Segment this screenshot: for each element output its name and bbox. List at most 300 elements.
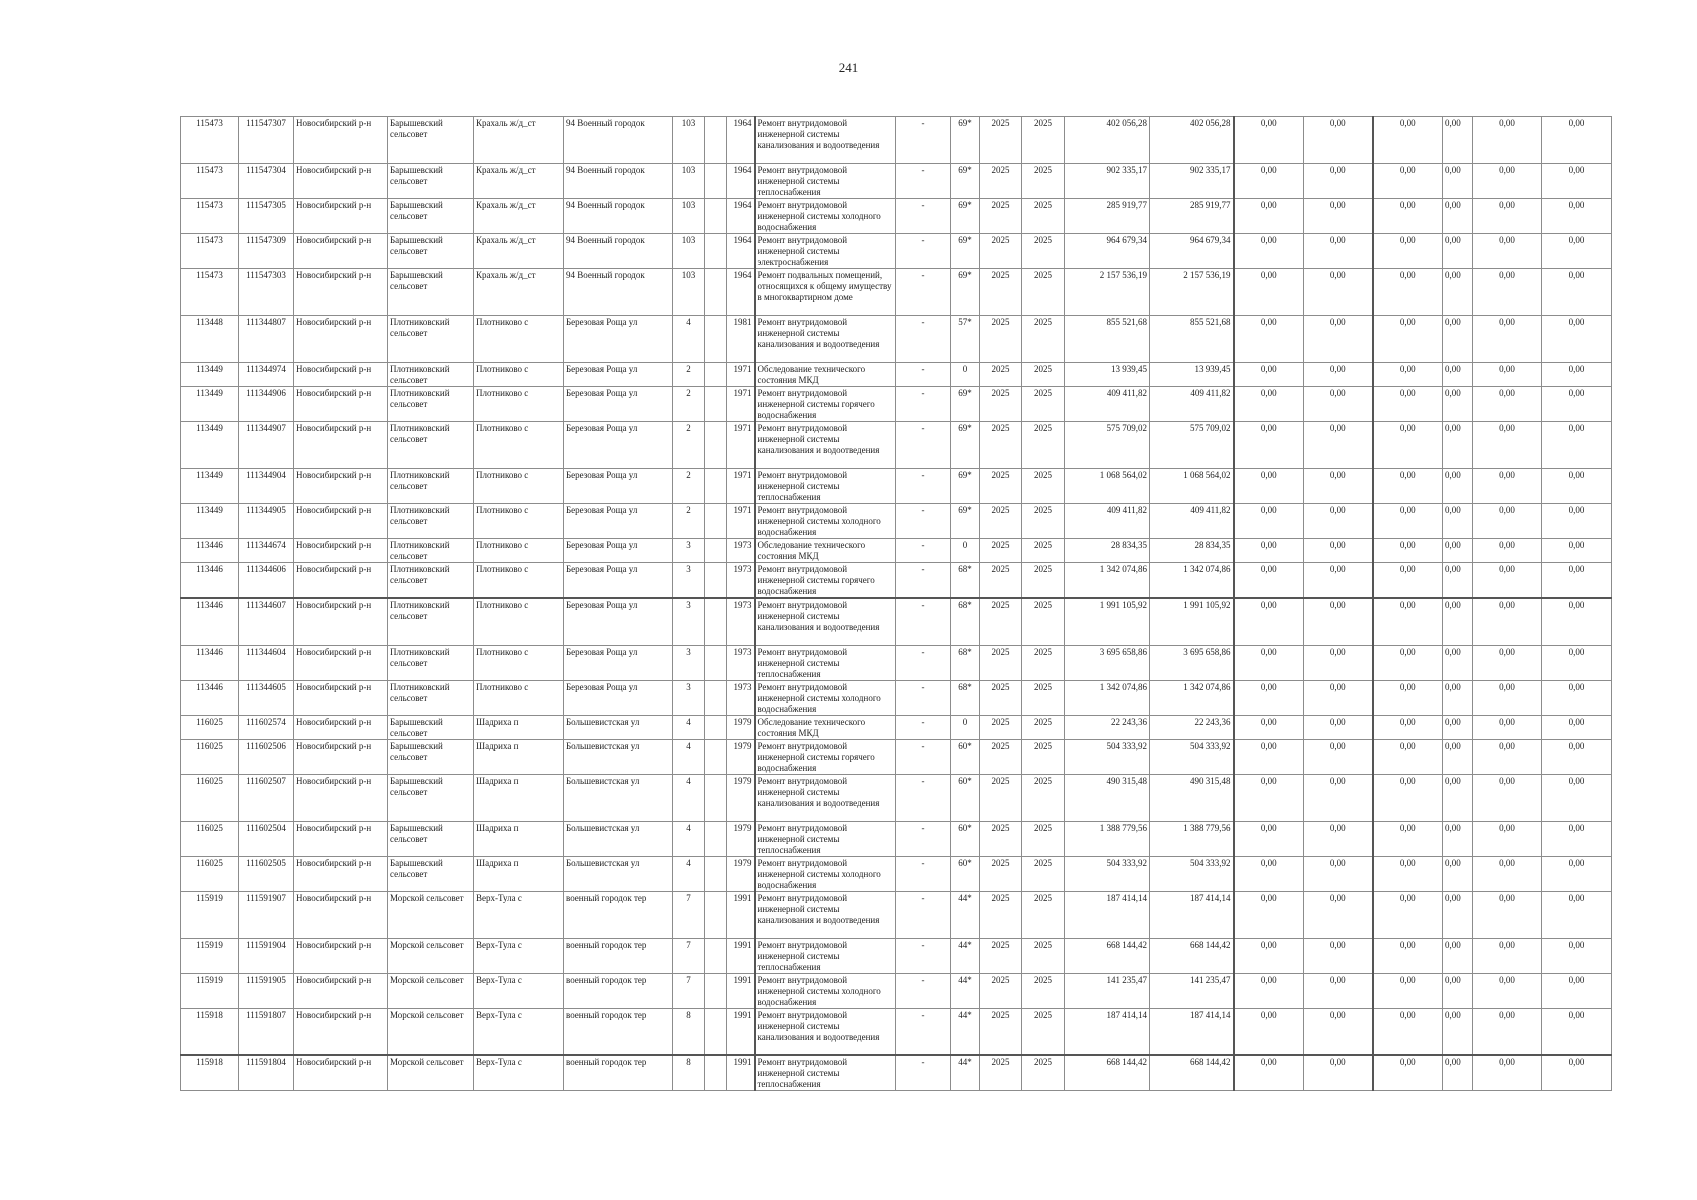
- cell-wear: 44*: [951, 1008, 980, 1055]
- cell-total-cost: 409 411,82: [1065, 387, 1150, 422]
- cell-settlement: Морской сельсовет: [388, 891, 474, 938]
- cell-other-funds: 0,00: [1473, 199, 1542, 234]
- cell-local-funds: 0,00: [1373, 821, 1443, 856]
- cell-federal-funds: 0,00: [1234, 739, 1304, 774]
- cell-regional-funds: 0,00: [1304, 973, 1373, 1008]
- cell-local-funds: 0,00: [1373, 739, 1443, 774]
- cell-unit: -: [896, 598, 951, 645]
- cell-plan-end: 2025: [1022, 598, 1065, 645]
- cell-work-type: Ремонт подвальных помещений, относящихся к общему имуществу в многоквартирном доме: [755, 269, 896, 316]
- cell-owner-share: 0,00: [1443, 891, 1473, 938]
- cell-wear: 68*: [951, 645, 980, 680]
- cell-building: [705, 387, 727, 422]
- cell-other-funds: 0,00: [1473, 715, 1542, 739]
- cell-unit: -: [896, 199, 951, 234]
- cell-owner-share: 0,00: [1443, 269, 1473, 316]
- cell-federal-funds: 0,00: [1234, 680, 1304, 715]
- cell-reserve-funds: 0,00: [1542, 316, 1612, 363]
- cell-fund-cost: 13 939,45: [1150, 363, 1234, 387]
- cell-street: Большевистская ул: [564, 821, 673, 856]
- cell-unit: -: [896, 504, 951, 539]
- cell-other-funds: 0,00: [1473, 598, 1542, 645]
- cell-plan-end: 2025: [1022, 973, 1065, 1008]
- cell-building: [705, 645, 727, 680]
- cell-plan-end: 2025: [1022, 891, 1065, 938]
- cell-regional-funds: 0,00: [1304, 821, 1373, 856]
- table-row: [181, 821, 1612, 856]
- cell-local-funds: 0,00: [1373, 234, 1443, 269]
- cell-owner-share: 0,00: [1443, 739, 1473, 774]
- cell-work-id: 111344807: [239, 316, 294, 363]
- cell-total-cost: 187 414,14: [1065, 1008, 1150, 1055]
- cell-work-id: 111344904: [239, 469, 294, 504]
- cell-federal-funds: 0,00: [1234, 856, 1304, 891]
- cell-work-type: Ремонт внутридомовой инженерной системы холодного водоснабжения: [755, 504, 896, 539]
- cell-house-id: 113448: [181, 316, 239, 363]
- cell-plan-end: 2025: [1022, 422, 1065, 469]
- cell-house-id: 113449: [181, 387, 239, 422]
- cell-owner-share: 0,00: [1443, 422, 1473, 469]
- cell-build-year: 1971: [727, 504, 755, 539]
- cell-district: Новосибирский р-н: [294, 469, 388, 504]
- cell-federal-funds: 0,00: [1234, 715, 1304, 739]
- cell-plan-end: 2025: [1022, 469, 1065, 504]
- cell-regional-funds: 0,00: [1304, 539, 1373, 563]
- cell-regional-funds: 0,00: [1304, 387, 1373, 422]
- cell-fund-cost: 902 335,17: [1150, 164, 1234, 199]
- cell-settlement: Барышевский сельсовет: [388, 269, 474, 316]
- cell-regional-funds: 0,00: [1304, 1008, 1373, 1055]
- cell-wear: 69*: [951, 269, 980, 316]
- cell-unit: -: [896, 774, 951, 821]
- cell-street: Березовая Роща ул: [564, 563, 673, 599]
- cell-regional-funds: 0,00: [1304, 774, 1373, 821]
- cell-plan-start: 2025: [980, 938, 1022, 973]
- cell-federal-funds: 0,00: [1234, 563, 1304, 599]
- cell-work-type: Ремонт внутридомовой инженерной системы теплоснабжения: [755, 645, 896, 680]
- cell-work-type: Обследование технического состояния МКД: [755, 715, 896, 739]
- table-row: [181, 363, 1612, 387]
- cell-settlement: Плотниковский сельсовет: [388, 422, 474, 469]
- cell-street: 94 Военный городок: [564, 269, 673, 316]
- cell-plan-start: 2025: [980, 821, 1022, 856]
- cell-total-cost: 668 144,42: [1065, 1055, 1150, 1091]
- cell-locality: Шадриха п: [474, 774, 564, 821]
- cell-reserve-funds: 0,00: [1542, 891, 1612, 938]
- cell-locality: Плотниково с: [474, 469, 564, 504]
- cell-federal-funds: 0,00: [1234, 504, 1304, 539]
- cell-district: Новосибирский р-н: [294, 422, 388, 469]
- cell-regional-funds: 0,00: [1304, 739, 1373, 774]
- cell-unit: -: [896, 680, 951, 715]
- cell-total-cost: 409 411,82: [1065, 504, 1150, 539]
- cell-reserve-funds: 0,00: [1542, 363, 1612, 387]
- cell-unit: -: [896, 938, 951, 973]
- cell-reserve-funds: 0,00: [1542, 504, 1612, 539]
- cell-local-funds: 0,00: [1373, 469, 1443, 504]
- cell-house-id: 115918: [181, 1055, 239, 1091]
- table-row: [181, 422, 1612, 469]
- cell-work-type: Ремонт внутридомовой инженерной системы канализования и водоотведения: [755, 1008, 896, 1055]
- cell-house-number: 3: [673, 598, 705, 645]
- table-row: [181, 680, 1612, 715]
- cell-building: [705, 598, 727, 645]
- cell-federal-funds: 0,00: [1234, 1055, 1304, 1091]
- cell-owner-share: 0,00: [1443, 387, 1473, 422]
- cell-plan-end: 2025: [1022, 269, 1065, 316]
- cell-locality: Крахаль ж/д_ст: [474, 199, 564, 234]
- cell-district: Новосибирский р-н: [294, 117, 388, 164]
- table-row: [181, 774, 1612, 821]
- cell-owner-share: 0,00: [1443, 469, 1473, 504]
- cell-build-year: 1991: [727, 891, 755, 938]
- cell-street: Березовая Роща ул: [564, 363, 673, 387]
- cell-total-cost: 22 243,36: [1065, 715, 1150, 739]
- cell-build-year: 1973: [727, 598, 755, 645]
- cell-locality: Верх-Тула с: [474, 938, 564, 973]
- cell-district: Новосибирский р-н: [294, 1008, 388, 1055]
- cell-other-funds: 0,00: [1473, 316, 1542, 363]
- cell-work-id: 111602574: [239, 715, 294, 739]
- cell-plan-end: 2025: [1022, 774, 1065, 821]
- cell-owner-share: 0,00: [1443, 117, 1473, 164]
- cell-total-cost: 855 521,68: [1065, 316, 1150, 363]
- cell-wear: 44*: [951, 973, 980, 1008]
- cell-plan-end: 2025: [1022, 680, 1065, 715]
- cell-district: Новосибирский р-н: [294, 269, 388, 316]
- cell-wear: 0: [951, 363, 980, 387]
- cell-total-cost: 575 709,02: [1065, 422, 1150, 469]
- cell-work-type: Ремонт внутридомовой инженерной системы канализования и водоотведения: [755, 598, 896, 645]
- cell-local-funds: 0,00: [1373, 598, 1443, 645]
- cell-fund-cost: 1 342 074,86: [1150, 680, 1234, 715]
- cell-building: [705, 680, 727, 715]
- cell-local-funds: 0,00: [1373, 1055, 1443, 1091]
- cell-local-funds: 0,00: [1373, 504, 1443, 539]
- cell-regional-funds: 0,00: [1304, 269, 1373, 316]
- cell-federal-funds: 0,00: [1234, 363, 1304, 387]
- cell-unit: -: [896, 821, 951, 856]
- cell-plan-end: 2025: [1022, 504, 1065, 539]
- cell-other-funds: 0,00: [1473, 269, 1542, 316]
- cell-street: Большевистская ул: [564, 715, 673, 739]
- cell-local-funds: 0,00: [1373, 199, 1443, 234]
- table-row: [181, 199, 1612, 234]
- cell-work-type: Ремонт внутридомовой инженерной системы теплоснабжения: [755, 1055, 896, 1091]
- cell-regional-funds: 0,00: [1304, 117, 1373, 164]
- cell-plan-end: 2025: [1022, 316, 1065, 363]
- cell-reserve-funds: 0,00: [1542, 1008, 1612, 1055]
- cell-district: Новосибирский р-н: [294, 938, 388, 973]
- cell-district: Новосибирский р-н: [294, 563, 388, 599]
- cell-total-cost: 504 333,92: [1065, 856, 1150, 891]
- cell-federal-funds: 0,00: [1234, 973, 1304, 1008]
- cell-work-type: Ремонт внутридомовой инженерной системы холодного водоснабжения: [755, 680, 896, 715]
- cell-owner-share: 0,00: [1443, 363, 1473, 387]
- cell-owner-share: 0,00: [1443, 821, 1473, 856]
- cell-street: Березовая Роща ул: [564, 598, 673, 645]
- cell-owner-share: 0,00: [1443, 645, 1473, 680]
- cell-reserve-funds: 0,00: [1542, 598, 1612, 645]
- cell-house-number: 4: [673, 715, 705, 739]
- cell-local-funds: 0,00: [1373, 563, 1443, 599]
- cell-settlement: Плотниковский сельсовет: [388, 563, 474, 599]
- cell-regional-funds: 0,00: [1304, 316, 1373, 363]
- cell-federal-funds: 0,00: [1234, 821, 1304, 856]
- cell-reserve-funds: 0,00: [1542, 269, 1612, 316]
- cell-house-id: 115918: [181, 1008, 239, 1055]
- cell-house-number: 2: [673, 387, 705, 422]
- cell-reserve-funds: 0,00: [1542, 938, 1612, 973]
- cell-owner-share: 0,00: [1443, 938, 1473, 973]
- cell-district: Новосибирский р-н: [294, 739, 388, 774]
- cell-federal-funds: 0,00: [1234, 316, 1304, 363]
- cell-reserve-funds: 0,00: [1542, 645, 1612, 680]
- cell-federal-funds: 0,00: [1234, 469, 1304, 504]
- cell-total-cost: 1 068 564,02: [1065, 469, 1150, 504]
- cell-settlement: Плотниковский сельсовет: [388, 387, 474, 422]
- cell-settlement: Барышевский сельсовет: [388, 164, 474, 199]
- cell-building: [705, 973, 727, 1008]
- cell-locality: Плотниково с: [474, 363, 564, 387]
- cell-plan-end: 2025: [1022, 563, 1065, 599]
- table-row: [181, 234, 1612, 269]
- cell-building: [705, 739, 727, 774]
- cell-street: военный городок тер: [564, 973, 673, 1008]
- cell-fund-cost: 1 068 564,02: [1150, 469, 1234, 504]
- cell-wear: 60*: [951, 774, 980, 821]
- cell-fund-cost: 668 144,42: [1150, 1055, 1234, 1091]
- cell-work-id: 111591807: [239, 1008, 294, 1055]
- cell-unit: -: [896, 891, 951, 938]
- table-row: [181, 316, 1612, 363]
- cell-wear: 44*: [951, 1055, 980, 1091]
- cell-fund-cost: 3 695 658,86: [1150, 645, 1234, 680]
- cell-house-number: 3: [673, 539, 705, 563]
- page-number: 241: [838, 60, 859, 75]
- cell-local-funds: 0,00: [1373, 774, 1443, 821]
- cell-total-cost: 28 834,35: [1065, 539, 1150, 563]
- cell-owner-share: 0,00: [1443, 1055, 1473, 1091]
- cell-total-cost: 504 333,92: [1065, 739, 1150, 774]
- cell-other-funds: 0,00: [1473, 856, 1542, 891]
- cell-fund-cost: 2 157 536,19: [1150, 269, 1234, 316]
- cell-wear: 69*: [951, 234, 980, 269]
- cell-work-type: Ремонт внутридомовой инженерной системы теплоснабжения: [755, 821, 896, 856]
- cell-unit: -: [896, 469, 951, 504]
- cell-house-number: 2: [673, 469, 705, 504]
- cell-street: Березовая Роща ул: [564, 422, 673, 469]
- cell-reserve-funds: 0,00: [1542, 774, 1612, 821]
- cell-building: [705, 715, 727, 739]
- cell-house-number: 103: [673, 269, 705, 316]
- cell-build-year: 1979: [727, 821, 755, 856]
- cell-unit: -: [896, 117, 951, 164]
- cell-fund-cost: 504 333,92: [1150, 856, 1234, 891]
- cell-owner-share: 0,00: [1443, 715, 1473, 739]
- cell-street: Большевистская ул: [564, 856, 673, 891]
- cell-house-id: 113449: [181, 422, 239, 469]
- cell-reserve-funds: 0,00: [1542, 739, 1612, 774]
- cell-settlement: Плотниковский сельсовет: [388, 598, 474, 645]
- cell-total-cost: 141 235,47: [1065, 973, 1150, 1008]
- cell-settlement: Плотниковский сельсовет: [388, 504, 474, 539]
- cell-settlement: Морской сельсовет: [388, 1055, 474, 1091]
- cell-owner-share: 0,00: [1443, 774, 1473, 821]
- cell-work-type: Ремонт внутридомовой инженерной системы холодного водоснабжения: [755, 199, 896, 234]
- cell-wear: 69*: [951, 199, 980, 234]
- cell-build-year: 1964: [727, 199, 755, 234]
- table-row: [181, 504, 1612, 539]
- cell-local-funds: 0,00: [1373, 1008, 1443, 1055]
- cell-local-funds: 0,00: [1373, 856, 1443, 891]
- cell-build-year: 1973: [727, 539, 755, 563]
- cell-house-id: 116025: [181, 715, 239, 739]
- cell-locality: Верх-Тула с: [474, 1055, 564, 1091]
- cell-fund-cost: 187 414,14: [1150, 1008, 1234, 1055]
- cell-reserve-funds: 0,00: [1542, 539, 1612, 563]
- cell-house-id: 116025: [181, 821, 239, 856]
- cell-plan-start: 2025: [980, 469, 1022, 504]
- cell-owner-share: 0,00: [1443, 598, 1473, 645]
- cell-total-cost: 2 157 536,19: [1065, 269, 1150, 316]
- cell-locality: Плотниково с: [474, 563, 564, 599]
- cell-owner-share: 0,00: [1443, 1008, 1473, 1055]
- cell-district: Новосибирский р-н: [294, 973, 388, 1008]
- cell-regional-funds: 0,00: [1304, 645, 1373, 680]
- cell-build-year: 1964: [727, 164, 755, 199]
- cell-building: [705, 422, 727, 469]
- cell-house-id: 113446: [181, 539, 239, 563]
- cell-owner-share: 0,00: [1443, 199, 1473, 234]
- cell-reserve-funds: 0,00: [1542, 199, 1612, 234]
- cell-plan-start: 2025: [980, 856, 1022, 891]
- cell-locality: Крахаль ж/д_ст: [474, 164, 564, 199]
- cell-other-funds: 0,00: [1473, 363, 1542, 387]
- cell-plan-start: 2025: [980, 739, 1022, 774]
- cell-plan-end: 2025: [1022, 856, 1065, 891]
- cell-settlement: Морской сельсовет: [388, 938, 474, 973]
- cell-house-number: 4: [673, 316, 705, 363]
- cell-house-id: 115473: [181, 199, 239, 234]
- cell-house-id: 115473: [181, 269, 239, 316]
- cell-build-year: 1981: [727, 316, 755, 363]
- cell-unit: -: [896, 856, 951, 891]
- cell-work-id: 111602507: [239, 774, 294, 821]
- cell-street: 94 Военный городок: [564, 234, 673, 269]
- cell-unit: -: [896, 563, 951, 599]
- cell-plan-start: 2025: [980, 563, 1022, 599]
- cell-work-id: 111344905: [239, 504, 294, 539]
- cell-wear: 69*: [951, 504, 980, 539]
- cell-plan-start: 2025: [980, 774, 1022, 821]
- cell-unit: -: [896, 164, 951, 199]
- cell-regional-funds: 0,00: [1304, 363, 1373, 387]
- cell-total-cost: 1 342 074,86: [1065, 680, 1150, 715]
- cell-fund-cost: 402 056,28: [1150, 117, 1234, 164]
- cell-plan-end: 2025: [1022, 117, 1065, 164]
- cell-street: Березовая Роща ул: [564, 504, 673, 539]
- cell-work-type: Ремонт внутридомовой инженерной системы канализования и водоотведения: [755, 316, 896, 363]
- cell-plan-start: 2025: [980, 1055, 1022, 1091]
- cell-owner-share: 0,00: [1443, 563, 1473, 599]
- cell-local-funds: 0,00: [1373, 973, 1443, 1008]
- cell-street: 94 Военный городок: [564, 117, 673, 164]
- cell-work-id: 111602505: [239, 856, 294, 891]
- cell-regional-funds: 0,00: [1304, 598, 1373, 645]
- cell-plan-end: 2025: [1022, 199, 1065, 234]
- cell-regional-funds: 0,00: [1304, 199, 1373, 234]
- cell-build-year: 1971: [727, 387, 755, 422]
- cell-district: Новосибирский р-н: [294, 504, 388, 539]
- cell-district: Новосибирский р-н: [294, 680, 388, 715]
- cell-reserve-funds: 0,00: [1542, 234, 1612, 269]
- cell-regional-funds: 0,00: [1304, 891, 1373, 938]
- cell-street: Большевистская ул: [564, 774, 673, 821]
- cell-reserve-funds: 0,00: [1542, 1055, 1612, 1091]
- cell-street: военный городок тер: [564, 1055, 673, 1091]
- cell-other-funds: 0,00: [1473, 504, 1542, 539]
- cell-federal-funds: 0,00: [1234, 164, 1304, 199]
- cell-house-number: 7: [673, 891, 705, 938]
- cell-work-id: 111344974: [239, 363, 294, 387]
- cell-other-funds: 0,00: [1473, 469, 1542, 504]
- cell-plan-end: 2025: [1022, 234, 1065, 269]
- cell-house-number: 4: [673, 774, 705, 821]
- cell-total-cost: 964 679,34: [1065, 234, 1150, 269]
- cell-total-cost: 13 939,45: [1065, 363, 1150, 387]
- cell-unit: -: [896, 234, 951, 269]
- cell-plan-end: 2025: [1022, 645, 1065, 680]
- cell-total-cost: 902 335,17: [1065, 164, 1150, 199]
- cell-house-id: 113449: [181, 363, 239, 387]
- cell-work-type: Ремонт внутридомовой инженерной системы теплоснабжения: [755, 469, 896, 504]
- cell-district: Новосибирский р-н: [294, 715, 388, 739]
- table-row: [181, 387, 1612, 422]
- cell-build-year: 1973: [727, 563, 755, 599]
- cell-district: Новосибирский р-н: [294, 821, 388, 856]
- cell-wear: 44*: [951, 891, 980, 938]
- cell-fund-cost: 668 144,42: [1150, 938, 1234, 973]
- cell-building: [705, 1055, 727, 1091]
- cell-work-id: 111344607: [239, 598, 294, 645]
- cell-regional-funds: 0,00: [1304, 1055, 1373, 1091]
- table-row: [181, 645, 1612, 680]
- cell-local-funds: 0,00: [1373, 891, 1443, 938]
- cell-work-id: 111344604: [239, 645, 294, 680]
- cell-fund-cost: 504 333,92: [1150, 739, 1234, 774]
- cell-house-id: 113446: [181, 563, 239, 599]
- cell-build-year: 1991: [727, 973, 755, 1008]
- cell-reserve-funds: 0,00: [1542, 563, 1612, 599]
- cell-reserve-funds: 0,00: [1542, 715, 1612, 739]
- cell-plan-start: 2025: [980, 598, 1022, 645]
- cell-total-cost: 1 388 779,56: [1065, 821, 1150, 856]
- cell-building: [705, 1008, 727, 1055]
- cell-settlement: Барышевский сельсовет: [388, 856, 474, 891]
- cell-plan-end: 2025: [1022, 1055, 1065, 1091]
- cell-work-id: 111344674: [239, 539, 294, 563]
- cell-owner-share: 0,00: [1443, 973, 1473, 1008]
- cell-work-type: Ремонт внутридомовой инженерной системы канализования и водоотведения: [755, 117, 896, 164]
- cell-settlement: Барышевский сельсовет: [388, 117, 474, 164]
- cell-fund-cost: 490 315,48: [1150, 774, 1234, 821]
- cell-house-id: 115919: [181, 891, 239, 938]
- cell-reserve-funds: 0,00: [1542, 164, 1612, 199]
- cell-plan-start: 2025: [980, 234, 1022, 269]
- cell-plan-start: 2025: [980, 387, 1022, 422]
- cell-building: [705, 821, 727, 856]
